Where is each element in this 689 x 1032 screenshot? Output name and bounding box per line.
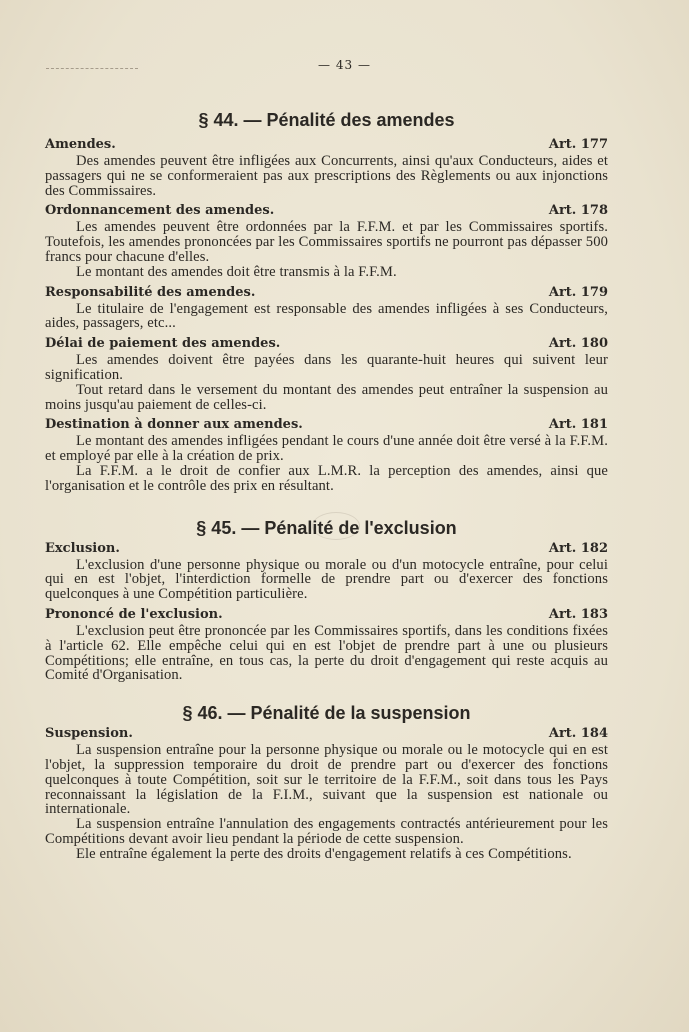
article [45, 725, 608, 861]
article-paragraph: Ele entraîne également la perte des droits d'engagement relatifs à ces Compétitions. [76, 845, 572, 862]
article-heading: Suspension. [45, 726, 133, 742]
article [45, 335, 608, 412]
article-paragraph: Les amendes peuvent être ordonnées par la F.F.M. et par les Commissaires sportifs. Toutefois, les amendes prononcées par les Commissaires sportifs ne pourront pas dépasser 500 francs pour chacune d'elles. [45, 219, 608, 265]
article [45, 202, 608, 279]
article-paragraph: La suspension entraîne pour la personne physique ou morale ou le motocycle qui en est l'objet, la suppression temporaire du droit de prendre part ou d'exercer des fonctions quelconques à toute Compétition, soit sur le territoire de la F.F.M., soit dans tous les Pays reconnaissant la législation de la F.I.M., suivant que la suspension est nationale ou internationale. [45, 742, 608, 818]
article-header [45, 416, 608, 434]
article-heading: Exclusion. [45, 540, 120, 556]
article-paragraph: Le montant des amendes doit être transmis à la F.F.M. [76, 263, 397, 280]
article-header [45, 725, 608, 743]
article-header [45, 540, 608, 558]
article [45, 606, 608, 683]
article-number: Art. 183 [548, 606, 608, 622]
article-paragraph: La F.F.M. a le droit de confier aux L.M.R. la perception des amendes, ainsi que l'organisation et le contrôle des prix en résultant. [45, 462, 608, 494]
document-body [45, 108, 608, 862]
article-paragraph: Des amendes peuvent être infligées aux Concurrents, ainsi qu'aux Conducteurs, aides et passagers qui ne se conformeraient pas aux prescriptions des Règlements ou aux injonctions des Commissaires. [45, 153, 608, 199]
article-paragraph: Le titulaire de l'engagement est responsable des amendes infligées à ses Conducteurs, aides, passagers, etc... [45, 300, 608, 332]
article-number: Art. 179 [548, 284, 608, 300]
article-heading: Prononcé de l'exclusion. [45, 606, 223, 622]
article-header [45, 606, 608, 624]
article-number: Art. 181 [548, 417, 608, 433]
article-heading: Amendes. [45, 137, 116, 152]
article [45, 136, 608, 198]
article-header [45, 136, 608, 154]
article-paragraph: Tout retard dans le versement du montant des amendes peut entraîner la suspension au moins jusqu'au paiement de celles-ci. [45, 381, 608, 413]
section-title: § 44. — Pénalité des amendes [198, 110, 455, 130]
page-number: — 43 — [318, 58, 371, 72]
article-paragraph: Le montant des amendes infligées pendant le cours d'une année doit être versé à la F.F.M. et employé par elle à la création de prix. [45, 433, 608, 465]
article-paragraph: L'exclusion peut être prononcée par les Commissaires sportifs, dans les conditions fixées à l'article 62. Elle empêche celui qui en est l'objet de prendre part à une ou plusieurs Compétitions; elle entraîne, en tous cas, la perte du droit d'engagement qui reste acquis au Comité d'Organisation. [45, 622, 608, 684]
article-number: Art. 184 [548, 726, 608, 742]
article-heading: Responsabilité des amendes. [45, 284, 256, 300]
article-number: Art. 177 [548, 137, 608, 152]
article-number: Art. 180 [548, 336, 608, 352]
article-paragraph: L'exclusion d'une personne physique ou morale ou d'un motocycle entraîne, pour celui qui en est l'objet, l'interdiction formelle de prendre part ou d'exercer des fonctions quelconques à une Compétition particulière. [45, 556, 608, 603]
article-number: Art. 182 [548, 540, 608, 556]
article-heading: Ordonnancement des amendes. [45, 203, 275, 219]
article-number: Art. 178 [548, 203, 608, 219]
article-heading: Délai de paiement des amendes. [45, 336, 281, 352]
article [45, 416, 608, 493]
article-paragraph: La suspension entraîne l'annulation des engagements contractés antérieurement pour les Compétitions devant avoir lieu pendant la période de cette suspension. [45, 816, 608, 847]
article-header [45, 335, 608, 353]
article-header [45, 202, 608, 220]
article-header [45, 284, 608, 302]
article-heading: Destination à donner aux amendes. [45, 417, 303, 433]
article [45, 284, 608, 332]
article-paragraph: Les amendes doivent être payées dans les quarante-huit heures qui suivent leur signification. [45, 352, 608, 383]
section-title: § 46. — Pénalité de la suspension [182, 703, 471, 724]
section-title: § 45. — Pénalité de l'exclusion [196, 517, 457, 538]
article [45, 540, 608, 602]
